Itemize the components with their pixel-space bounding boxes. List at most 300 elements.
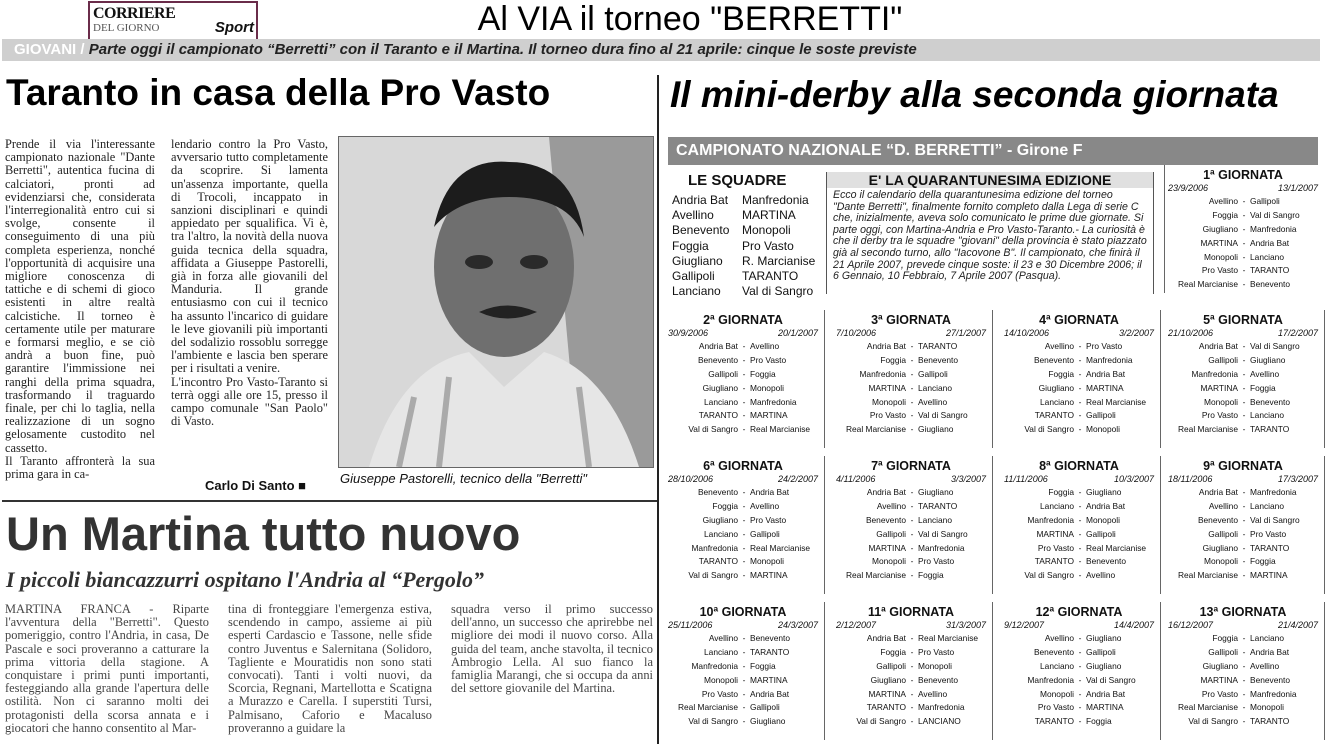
photo-caption: Giuseppe Pastorelli, tecnico della "Berretti" (340, 471, 587, 486)
logo-subtitle: DEL GIORNO (93, 22, 160, 34)
match-separator: - (1078, 424, 1082, 435)
round-date-return: 31/3/2007 (945, 620, 986, 630)
home-team: Pro Vasto (1037, 702, 1074, 713)
home-team: TARANTO (698, 556, 738, 567)
match-separator: - (742, 410, 746, 421)
team-name: Avellino (672, 208, 714, 223)
away-team: Avellino (750, 500, 780, 511)
round-date-first: 16/12/2007 (1168, 620, 1214, 630)
home-team: Monopoli (872, 396, 906, 407)
home-team: Pro Vasto (1201, 410, 1238, 421)
match-separator: - (742, 688, 746, 699)
round-frame (1164, 310, 1325, 448)
home-team: Real Marcianise (1177, 570, 1238, 581)
match-separator: - (1242, 542, 1246, 553)
home-team: Lanciano (704, 396, 738, 407)
match-separator: - (910, 410, 914, 421)
round-date-first: 11/11/2006 (1004, 474, 1048, 484)
away-team: Monopoli (1086, 424, 1120, 435)
round-frame (1000, 602, 1161, 740)
match-separator: - (742, 674, 746, 685)
round-date-return: 13/1/2007 (1277, 183, 1318, 193)
home-team: Giugliano (870, 674, 906, 685)
away-team: Manfredonia (1250, 688, 1297, 699)
match-separator: - (742, 354, 746, 365)
round-title: 7ª GIORNATA (871, 459, 951, 473)
match-separator: - (1242, 633, 1246, 643)
home-team: Manfredonia (691, 660, 738, 671)
home-team: Lanciano (1040, 500, 1074, 511)
away-team: Gallipoli (1086, 410, 1116, 421)
away-team: Giugliano (1086, 633, 1122, 643)
home-team: Lanciano (1040, 396, 1074, 407)
match-separator: - (1078, 674, 1082, 685)
match-separator: - (910, 660, 914, 671)
match-separator: - (1242, 514, 1246, 525)
home-team: Real Marcianise (1177, 702, 1238, 713)
away-team: Gallipoli (1250, 196, 1280, 206)
match-separator: - (742, 424, 746, 435)
round-title: 12ª GIORNATA (1035, 605, 1123, 619)
match-separator: - (742, 570, 746, 581)
match-separator: - (1078, 570, 1082, 581)
portrait-photo-image (339, 137, 653, 467)
away-team: Lanciano (1250, 251, 1284, 262)
round-date-return: 20/1/2007 (777, 328, 818, 338)
match-separator: - (1078, 646, 1082, 657)
home-team: Benevento (1197, 514, 1238, 525)
match-separator: - (1078, 542, 1082, 553)
away-team: Giugliano (750, 716, 786, 727)
away-team: Benevento (1250, 674, 1291, 685)
away-team: Andria Bat (1250, 237, 1290, 248)
match-separator: - (910, 716, 914, 727)
round-date-first: 2/12/2007 (836, 620, 877, 630)
home-team: Manfredonia (1027, 674, 1074, 685)
round-date-return: 24/2/2007 (777, 474, 818, 484)
round-frame (832, 602, 993, 740)
match-separator: - (742, 514, 746, 525)
team-name: Val di Sangro (742, 284, 814, 299)
home-team: MARTINA (1200, 237, 1238, 248)
round-date-return: 24/3/2007 (777, 620, 818, 630)
home-team: Lanciano (1040, 660, 1074, 671)
away-team: LANCIANO (918, 716, 961, 727)
championship-banner: CAMPIONATO NAZIONALE “D. BERRETTI” - Girone F (668, 137, 1318, 165)
home-team: Monopoli (1204, 396, 1238, 407)
match-separator: - (1078, 410, 1082, 421)
home-team: TARANTO (698, 410, 738, 421)
home-team: Avellino (1044, 341, 1074, 351)
away-team: TARANTO (1250, 716, 1290, 727)
home-team: Monopoli (1204, 556, 1238, 567)
home-team: Avellino (1044, 633, 1074, 643)
page-headline: Al VIA il torneo "BERRETTI" (477, 0, 903, 38)
match-separator: - (1242, 368, 1246, 379)
away-team: TARANTO (750, 646, 790, 657)
away-team: Benevento (918, 674, 959, 685)
away-team: Andria Bat (750, 487, 790, 497)
match-separator: - (742, 500, 746, 511)
match-separator: - (1242, 424, 1246, 435)
match-separator: - (1078, 487, 1082, 497)
round-date-first: 14/10/2006 (1004, 328, 1050, 338)
away-team: Giugliano (918, 487, 954, 497)
match-separator: - (1078, 633, 1082, 643)
round-frame (1164, 456, 1325, 594)
edition-title: E' LA QUARANTUNESIMA EDIZIONE (827, 172, 1153, 188)
away-team: Pro Vasto (918, 646, 955, 657)
round-date-return: 17/2/2007 (1277, 328, 1318, 338)
match-separator: - (910, 396, 914, 407)
match-separator: - (742, 542, 746, 553)
match-separator: - (910, 354, 914, 365)
logo-sport: Sport (214, 19, 254, 36)
match-separator: - (910, 688, 914, 699)
round-date-first: 28/10/2006 (668, 474, 714, 484)
article2-title: Un Martina tutto nuovo (6, 507, 521, 560)
match-separator: - (1078, 528, 1082, 539)
away-team: TARANTO (918, 341, 958, 351)
away-team: Andria Bat (750, 688, 790, 699)
away-team: Benevento (918, 354, 959, 365)
team-name: Monopoli (742, 223, 791, 238)
away-team: Manfredonia (1250, 223, 1297, 234)
home-team: Benevento (865, 514, 906, 525)
match-separator: - (1242, 237, 1246, 248)
team-name: Manfredonia (742, 193, 809, 207)
home-team: Monopoli (1040, 688, 1074, 699)
round-title: 9ª GIORNATA (1203, 459, 1283, 473)
round-title: 5ª GIORNATA (1203, 313, 1283, 327)
home-team: Andria Bat (866, 341, 906, 351)
round-frame (1164, 602, 1325, 740)
home-team: Pro Vasto (1201, 688, 1238, 699)
match-separator: - (1242, 410, 1246, 421)
home-team: Val di Sangro (688, 424, 738, 435)
away-team: Andria Bat (1086, 688, 1126, 699)
away-team: Val di Sangro (918, 528, 968, 539)
match-separator: - (1242, 209, 1246, 220)
round-date-return: 10/3/2007 (1113, 474, 1154, 484)
article2-col2: tina di fronteggiare l'emergenza estiva, scendendo in campo, assieme ai più esperti Cardascio e Tassone, nelle sfide contro Juventus e Salernitana (Solidoro, Tagliente e Mouratidis non sono stati convocati). Tanti i volti nuovi, da Scorcia, Regnani, Martellotta e Scatigna a Murazzo e Carella. I superstiti Tursi, Palmisano, Caforio e Macaluso proveranno a guidare la (228, 602, 432, 735)
away-team: Avellino (1086, 570, 1116, 581)
home-team: Foggia (1048, 487, 1074, 497)
away-team: TARANTO (1250, 542, 1290, 553)
match-separator: - (1078, 688, 1082, 699)
round-date-first: 9/12/2007 (1004, 620, 1045, 630)
away-team: Manfredonia (1086, 354, 1133, 365)
home-team: MARTINA (1200, 674, 1238, 685)
match-separator: - (1078, 368, 1082, 379)
away-team: Monopoli (750, 382, 784, 393)
home-team: TARANTO (1034, 556, 1074, 567)
round-date-first: 7/10/2006 (836, 328, 877, 338)
match-separator: - (1242, 716, 1246, 727)
home-team: Val di Sangro (1024, 570, 1074, 581)
away-team: Giugliano (1250, 354, 1286, 365)
home-team: MARTINA (868, 542, 906, 553)
teams-list-2 (742, 193, 826, 299)
round-title: 6ª GIORNATA (703, 459, 783, 473)
home-team: Pro Vasto (1037, 542, 1074, 553)
match-separator: - (742, 341, 746, 351)
away-team: Foggia (750, 660, 776, 671)
away-team: Benevento (750, 633, 791, 643)
home-team: Giugliano (1202, 660, 1238, 671)
away-team: Val di Sangro (1250, 341, 1300, 351)
home-team: Monopoli (704, 674, 738, 685)
team-name: Giugliano (672, 253, 723, 268)
away-team: Pro Vasto (750, 354, 787, 365)
home-team: Val di Sangro (688, 570, 738, 581)
portrait-photo (338, 136, 654, 468)
away-team: Val di Sangro (1086, 674, 1136, 685)
away-team: Monopoli (750, 556, 784, 567)
away-team: Pro Vasto (1250, 528, 1287, 539)
article1-col2: lendario contro la Pro Vasto, avversario tutto completamente da scoprire. Si lamenta un'assenza importante, quella di Trocoli, incappato in sanzioni disciplinari e quindi appiedato per squalifica. Vi è, tra l'altro, la novità della nuova guida tecnica della squadra, affidata a Giuseppe Pastorelli, già in forza alle giovanili del Manduria. Il grande entusiasmo con cui il tecnico ha assunto l'incarico di guidare le leve giovanili più importanti del sodalizio rossoblu sorregge l'ambiente e lascia ben sperare per i risultati a venire. L'incontro Pro Vasto-Taranto si terrà oggi alle ore 15, presso il campo comunale "San Paolo" di Vasto. (171, 137, 328, 429)
match-separator: - (742, 528, 746, 539)
away-team: Benevento (1250, 396, 1291, 407)
away-team: MARTINA (1086, 382, 1124, 393)
edition-box (826, 172, 1154, 294)
home-team: Avellino (1208, 196, 1238, 206)
match-separator: - (1242, 265, 1246, 276)
match-separator: - (742, 660, 746, 671)
away-team: Lanciano (918, 514, 952, 525)
away-team: Val di Sangro (1250, 514, 1300, 525)
round-frame (664, 456, 825, 594)
away-team: TARANTO (918, 500, 958, 511)
home-team: TARANTO (1034, 410, 1074, 421)
away-team: Giugliano (1086, 487, 1122, 497)
match-separator: - (1078, 500, 1082, 511)
match-separator: - (1242, 279, 1246, 290)
round-date-first: 21/10/2006 (1168, 328, 1214, 338)
home-team: Avellino (1208, 500, 1238, 511)
away-team: MARTINA (1250, 570, 1288, 581)
match-separator: - (1242, 196, 1246, 206)
match-separator: - (1242, 528, 1246, 539)
article1-title: Taranto in casa della Pro Vasto (6, 72, 551, 113)
match-separator: - (742, 702, 746, 713)
match-separator: - (1242, 688, 1246, 699)
away-team: Real Marcianise (750, 424, 811, 435)
home-team: Andria Bat (1198, 487, 1238, 497)
match-separator: - (1242, 570, 1246, 581)
article1-col1: Prende il via l'interessante campionato nazionale "Dante Berretti", autentica fucina di calciatori, pronti ad evidenziarsi che, considerata l'interregionalità entro cui si svolge, consente il conseguimento di una più completa esperienza, nonché l'opportunità di acquisire una migliore conoscenza di tattiche e di schemi di gioco esistenti in altre realtà calcistiche. Il torneo è certamente utile per maturare e formarsi meglio, e se ciò andrà a buon fine, può garantire l'immissione nei ranghi della prima squadra, trasformando il traguardo finale, per chi lo taglia, nella realizzazione di un sogno gelosamente custodito nel cassetto. Il Taranto affronterà la sua prima gara in ca- (5, 137, 155, 482)
round-date-first: 18/11/2006 (1168, 474, 1213, 484)
match-separator: - (742, 633, 746, 643)
away-team: MARTINA (750, 410, 788, 421)
away-team: Gallipoli (750, 702, 780, 713)
match-separator: - (1242, 341, 1246, 351)
section-banner (2, 39, 1320, 61)
home-team: Andria Bat (866, 633, 906, 643)
team-name: Lanciano (672, 284, 721, 299)
match-separator: - (742, 646, 746, 657)
match-separator: - (1242, 354, 1246, 365)
team-name: MARTINA (742, 208, 796, 223)
home-team: Foggia (880, 354, 906, 365)
article2-col1: MARTINA FRANCA - Riparte l'avventura della "Berretti". Questo pomeriggio, contro l'Andria, in casa, De Pascale e soci proveranno a catturare la prima vittoria della stagione. A conquistare i primi punti importanti, festeggiando alla grande l'apertura delle ostilità. Non ci saranno molti dei protagonisti della scorsa annata e i giocatori che hanno consentito al Mar- (5, 602, 209, 735)
home-team: Manfredonia (691, 542, 738, 553)
round-date-return: 27/1/2007 (945, 328, 986, 338)
home-team: Pro Vasto (701, 688, 738, 699)
match-separator: - (910, 542, 914, 553)
match-separator: - (742, 716, 746, 727)
home-team: Benevento (1033, 646, 1074, 657)
away-team: TARANTO (1250, 424, 1290, 435)
round-date-first: 25/11/2006 (668, 620, 713, 630)
match-separator: - (1242, 396, 1246, 407)
round-frame (832, 310, 993, 448)
home-team: Foggia (1212, 209, 1238, 220)
home-team: Val di Sangro (688, 716, 738, 727)
home-team: Benevento (1033, 354, 1074, 365)
match-separator: - (910, 570, 914, 581)
home-team: Andria Bat (866, 487, 906, 497)
match-separator: - (1242, 660, 1246, 671)
away-team: Avellino (918, 396, 948, 407)
team-name: Gallipoli (672, 269, 715, 284)
away-team: Val di Sangro (1250, 209, 1300, 220)
away-team: Gallipoli (1086, 528, 1116, 539)
match-separator: - (1078, 556, 1082, 567)
home-team: Giugliano (702, 382, 738, 393)
match-separator: - (1078, 341, 1082, 351)
article2-subtitle: I piccoli biancazzurri ospitano l'Andria al “Pergolo” (6, 567, 484, 592)
home-team: Manfredonia (1027, 514, 1074, 525)
home-team: MARTINA (1200, 382, 1238, 393)
match-separator: - (910, 674, 914, 685)
home-team: Gallipoli (876, 528, 906, 539)
home-team: Foggia (1048, 368, 1074, 379)
home-team: MARTINA (868, 382, 906, 393)
section-divider (2, 500, 657, 502)
round-date-return: 21/4/2007 (1277, 620, 1318, 630)
away-team: TARANTO (1250, 265, 1290, 276)
home-team: Gallipoli (1208, 528, 1238, 539)
match-separator: - (910, 633, 914, 643)
round-date-return: 14/4/2007 (1113, 620, 1154, 630)
home-team: MARTINA (868, 688, 906, 699)
round-date-first: 30/9/2006 (668, 328, 709, 338)
home-team: Val di Sangro (856, 716, 906, 727)
away-team: Foggia (1250, 382, 1276, 393)
round-title: 13ª GIORNATA (1199, 605, 1287, 619)
match-separator: - (910, 424, 914, 435)
team-name: Foggia (672, 238, 709, 253)
home-team: Real Marcianise (845, 570, 906, 581)
section-tag: GIOVANI / (14, 41, 85, 58)
round-title: 4ª GIORNATA (1039, 313, 1119, 327)
away-team: Avellino (1250, 660, 1280, 671)
column-divider (657, 75, 659, 744)
away-team: Foggia (918, 570, 944, 581)
home-team: TARANTO (866, 702, 906, 713)
away-team: Pro Vasto (750, 514, 787, 525)
article2-col3: squadra verso il primo successo dell'anno, un successo che aprirebbe nel migliore dei modi il nuovo corso. Alla guida del team, anche stavolta, il tecnico Ambrogio Lella. Al suo fianco la famiglia Marangi, che si occupa da anni del settore giovanile del Martina. (451, 602, 653, 696)
away-team: Giugliano (1086, 660, 1122, 671)
away-team: Foggia (1250, 556, 1276, 567)
match-separator: - (910, 528, 914, 539)
match-separator: - (910, 368, 914, 379)
round-frame (1000, 456, 1161, 594)
away-team: Pro Vasto (918, 556, 955, 567)
home-team: Real Marcianise (1177, 424, 1238, 435)
round-title: 8ª GIORNATA (1039, 459, 1119, 473)
away-team: Lanciano (1250, 633, 1284, 643)
away-team: Lanciano (1250, 500, 1284, 511)
away-team: Giugliano (918, 424, 954, 435)
team-name: Pro Vasto (742, 238, 794, 253)
home-team: Monopoli (872, 556, 906, 567)
round-title: 1ª GIORNATA (1203, 168, 1283, 182)
match-separator: - (1078, 660, 1082, 671)
away-team: Manfredonia (918, 702, 965, 713)
match-separator: - (742, 382, 746, 393)
away-team: Gallipoli (750, 528, 780, 539)
away-team: MARTINA (1086, 702, 1124, 713)
teams-list-1 (672, 193, 742, 299)
match-separator: - (742, 556, 746, 567)
away-team: Manfredonia (1250, 487, 1297, 497)
home-team: Real Marcianise (1177, 279, 1238, 290)
match-separator: - (910, 702, 914, 713)
banner-text: Parte oggi il campionato “Berretti” con il Taranto e il Martina. Il torneo dura fino al 21 aprile: cinque le soste previste (88, 41, 917, 58)
home-team: Gallipoli (876, 660, 906, 671)
article3-title: Il mini-derby alla seconda giornata (670, 74, 1279, 115)
away-team: Foggia (1086, 716, 1112, 727)
home-team: Gallipoli (708, 368, 738, 379)
home-team: Giugliano (1202, 223, 1238, 234)
home-team: Giugliano (702, 514, 738, 525)
away-team: Real Marcianise (1086, 396, 1147, 407)
home-team: TARANTO (1034, 716, 1074, 727)
round-title: 10ª GIORNATA (699, 605, 787, 619)
home-team: Andria Bat (1198, 341, 1238, 351)
away-team: Monopoli (918, 660, 952, 671)
home-team: Giugliano (1038, 382, 1074, 393)
match-separator: - (1078, 396, 1082, 407)
match-separator: - (910, 514, 914, 525)
match-separator: - (1242, 487, 1246, 497)
logo-title: CORRIERE (93, 5, 176, 22)
away-team: Avellino (918, 688, 948, 699)
round-frame (664, 310, 825, 448)
home-team: Val di Sangro (1188, 716, 1238, 727)
match-separator: - (1242, 674, 1246, 685)
home-team: Gallipoli (1208, 354, 1238, 365)
home-team: Benevento (697, 354, 738, 365)
match-separator: - (1242, 702, 1246, 713)
home-team: Real Marcianise (845, 424, 906, 435)
away-team: Real Marcianise (1086, 542, 1147, 553)
away-team: Andria Bat (1086, 500, 1126, 511)
round-date-first: 23/9/2006 (1168, 183, 1209, 193)
team-name: TARANTO (742, 269, 799, 284)
match-separator: - (910, 500, 914, 511)
match-separator: - (1078, 354, 1082, 365)
match-separator: - (1242, 223, 1246, 234)
away-team: Gallipoli (918, 368, 948, 379)
away-team: Gallipoli (1086, 646, 1116, 657)
away-team: Real Marcianise (750, 542, 811, 553)
match-separator: - (910, 646, 914, 657)
home-team: Andria Bat (698, 341, 738, 351)
round-date-return: 3/2/2007 (1118, 328, 1154, 338)
